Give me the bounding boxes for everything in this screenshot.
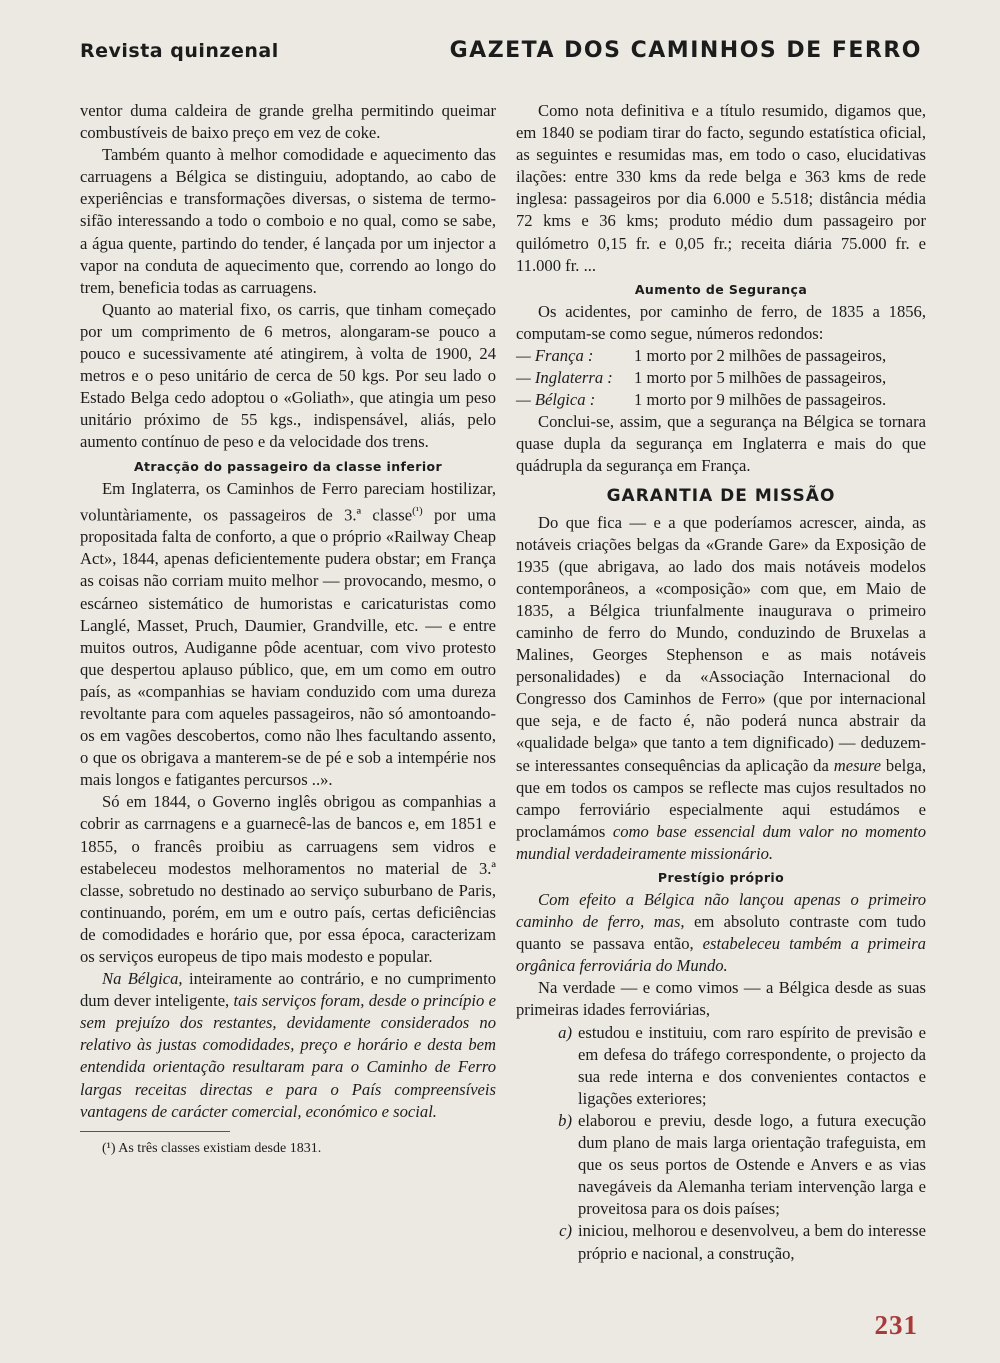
- paragraph: [516, 512, 926, 866]
- paragraph: Na verdade — e como vimos — a Bélgica desde as suas primeiras idades ferroviárias,: [516, 978, 926, 1020]
- stat-country: — França :: [516, 345, 594, 365]
- paragraph: [516, 889, 926, 977]
- subheading-atraccao: Atracção do passageiro da classe inferior: [133, 458, 443, 474]
- list-label: b): [558, 1110, 572, 1130]
- page-number: 231: [874, 1310, 918, 1340]
- footnote: (¹) As três classes existiam desde 1831.: [102, 1140, 322, 1156]
- stat-value: 1 morto por 2 milhões de passageiros,: [634, 345, 887, 365]
- journal-title: GAZETA DOS CAMINHOS DE FERRO: [449, 38, 922, 63]
- paragraph: Só em 1844, o Governo inglês obrigou as companhias a cobrir as carrnagens e a guarnecê-las de bancos e, em 1851 e 1855, o francês proibiu as carruagens sem vidros e estabeleceu modestos melhoramentos no material de 3.ª classe, sobretudo no destinado ao serviço suburbano de Paris, continuando, porém, em um e outro país, certas deficiências de comodidades e horário que, por essa época, caracterizam os serviços europeus de tipo mais modesto e popular.: [80, 792, 496, 966]
- journal-subtitle: Revista quinzenal: [80, 40, 279, 62]
- paragraph: [80, 968, 496, 1123]
- italic-run: mesure: [833, 755, 882, 775]
- stat-country: — Inglaterra :: [516, 368, 613, 388]
- stat-value: 1 morto por 5 milhões de passageiros,: [634, 368, 887, 388]
- text-run: inteiramente ao contrário, e no cumprimento dum dever inteligente,: [80, 969, 496, 1011]
- paragraph: Conclui-se, assim, que a segurança na Bélgica se tornara quase dupla da segurança em Inglaterra e mais do que quádrupla da segurança em França.: [516, 412, 926, 476]
- subheading-prestigio: Prestígio próprio: [657, 870, 785, 885]
- left-column: [80, 100, 496, 1158]
- italic-run: Com efeito a Bélgica não lançou apenas o primeiro caminho de ferro, mas,: [516, 890, 926, 932]
- paragraph: [80, 478, 496, 792]
- text-run: Em Inglaterra, os Caminhos de Ferro pareciam hostilizar, voluntàriamente, os passageiros de 3.ª classe: [80, 478, 496, 525]
- paragraph: Os acidentes, por caminho de ferro, de 1835 a 1856, computam-se como segue, números redondos:: [516, 301, 926, 343]
- italic-run: como base essencial dum valor no momento mundial verdadeiramente missionário.: [516, 821, 927, 863]
- section-heading-garantia: GARANTIA DE MISSÃO: [606, 485, 836, 506]
- list-label: a): [558, 1022, 572, 1042]
- paragraph: Também quanto à melhor comodidade e aquecimento das carruagens a Bélgica se distinguiu, adoptando, ao cabo de experiências e transformações diversas, o sistema de termo-sifão interessando a todo o comboio e no qual, como se sabe, a água quente, partindo do tender, é lançada por um injector a vapor na conduta de aquecimento que, correndo ao longo do trem, beneficia todas as carruagens.: [80, 145, 496, 297]
- footnote-divider: [80, 1131, 230, 1132]
- list-text: estudou e instituiu, com raro espírito de previsão e em defesa do tráfego correspondente, o projecto da sua rede interna e dos convenientes contactos e ligações exteriores;: [578, 1022, 926, 1108]
- statistic-row: [516, 345, 926, 367]
- stat-value: 1 morto por 9 milhões de passageiros.: [634, 390, 887, 410]
- footnote-ref: (¹): [412, 504, 423, 517]
- paragraph: Como nota definitiva e a título resumido, digamos que, em 1840 se podiam tirar do facto, segundo estatística oficial, as seguintes e resumidas mas, em todo o caso, elucidativas ilações: entre 330 kms da rede belga e 363 kms de rede inglesa: passageiros por dia 6.000 e 5.518; distância média 72 kms e 36 kms; produto médio dum passageiro por quilómetro 0,15 fr. e 0,05 fr.; receita diária 75.000 fr. e 11.000 fr. ...: [516, 101, 926, 275]
- list-text: elaborou e previu, desde logo, a futura execução dum plano de mais larga orientação trafeguista, em que os seus portos de Ostende e Anvers e as vias navegáveis da Alemanha teriam intervenção larga e proveitosa para os dois países;: [578, 1110, 926, 1219]
- text-run: em absoluto contraste com tudo quanto se passava então,: [516, 912, 926, 954]
- subheading-seguranca: Aumento de Segurança: [634, 281, 808, 297]
- italic-run: tais serviços foram, desde o princípio e sem prejuízo dos restantes, devidamente considerados no relativo às justas comodidades, preço e horário e desta bem entendida orientação resultaram para o Caminho de Ferro largas receitas directas e para o País compreensíveis vantagens de carácter comercial, económico e social.: [80, 991, 496, 1121]
- italic-run: Na Bélgica,: [102, 969, 183, 989]
- right-column: [516, 100, 926, 1265]
- stat-country: — Bélgica :: [516, 390, 596, 410]
- list-label: c): [559, 1221, 572, 1241]
- text-run: por uma propositada falta de conforto, a que o próprio «Railway Cheap Act», 1844, apenas deficientemente pudera obstar; em França as coisas não corriam muito melhor — provocando, mesmo, o escárneo sistemático de humoristas e caricaturistas como Langlé, Masset, Pruch, Daumier, Grandville, etc. — e entre muitos outros, Audiganne pôde acentuar, com vivo protesto que despertou aplauso público, que, em um como em outro país, as «companhias se haviam conduzido com uma dureza revoltante para com aqueles passageiros, não só amontoando-os em vagões descobertos, como não lhes facultando assento, o que os obrigava a manterem-se de pé e sob a intempérie nos mais longos e fatigantes percursos ..».: [80, 505, 496, 790]
- list-item: [516, 1220, 926, 1264]
- list-item: [516, 1110, 926, 1220]
- paragraph: Quanto ao material fixo, os carris, que tinham começado por um comprimento de 6 metros, alongaram-se pouco a pouco e sucessivamente até atingirem, à volta de 1900, 24 metros e o peso unitário de cerca de 50 kgs. Por seu lado o Estado Belga cedo adoptou o «Goliath», que atingia um peso unitário próximo de 55 kgs., indispensável, aliás, pelo aumento contínuo de peso e da velocidade dos trens.: [80, 299, 496, 452]
- statistic-row: [516, 389, 926, 411]
- list-item: [516, 1022, 926, 1110]
- italic-run: estabeleceu também a primeira orgânica ferroviária do Mundo.: [516, 934, 926, 976]
- paragraph: ventor duma caldeira de grande grelha permitindo queimar combustíveis de baixo preço em vez de coke.: [80, 101, 496, 143]
- text-run: Do que fica — e a que poderíamos acrescer, ainda, as notáveis criações belgas da «Grande Gare» da Exposição de 1935 (que abrigava, ao lado dos mais notáveis modelos contemporâneos, a «composição» com que, em Maio de 1835, a Bélgica triunfalmente inaugurava o primeiro caminho de ferro do Mundo, conduzindo de Bruxelas a Malines, Georges Stephenson e as mais notáveis personalidades) e da «Associação Internacional do Congresso dos Caminhos de Ferro» (que por internacional que seja, e de facto é, não poderá nunca abstrair da «qualidade belga» que tanto a tem dignificado) — deduzem-se interessantes consequências da aplicação da: [516, 512, 926, 775]
- list-text: iniciou, melhorou e desenvolveu, a bem do interesse próprio e nacional, a construção,: [578, 1221, 926, 1263]
- statistic-row: [516, 367, 926, 389]
- text-run: belga, que em todos os campos se reflecte mas cujos resultados no campo ferroviário especialmente aqui estudámos e proclamámos: [516, 755, 926, 841]
